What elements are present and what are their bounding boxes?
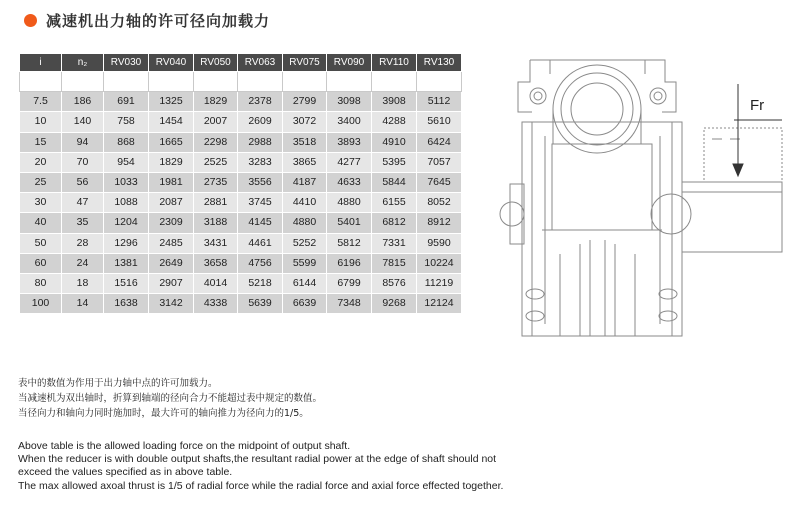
table-cell: 15 xyxy=(20,132,62,152)
note-line: 表中的数值为作用于出力轴中点的许可加载力。 xyxy=(18,378,218,389)
table-row xyxy=(20,273,462,293)
table-cell: 5639 xyxy=(238,294,283,314)
table-cell: 10 xyxy=(20,112,62,132)
table-cell: 4338 xyxy=(194,294,238,314)
table-cell: 12124 xyxy=(417,294,462,314)
col-header: i xyxy=(20,54,62,72)
col-header: RV050 xyxy=(194,54,238,72)
table-row xyxy=(20,172,462,192)
table-cell: 2087 xyxy=(149,193,194,213)
table-cell: 3745 xyxy=(238,193,283,213)
table-row xyxy=(20,112,462,132)
table-cell: 3658 xyxy=(194,253,238,273)
table-cell: 4145 xyxy=(238,213,283,233)
col-header: RV130 xyxy=(417,54,462,72)
table-cell: 3893 xyxy=(327,132,372,152)
table-cell: 50 xyxy=(20,233,62,253)
table-cell: 1204 xyxy=(104,213,149,233)
table-cell: 8912 xyxy=(417,213,462,233)
table-cell: 4756 xyxy=(238,253,283,273)
table-cell: 28 xyxy=(62,233,104,253)
table-cell: 56 xyxy=(62,172,104,192)
table-cell: 1454 xyxy=(149,112,194,132)
table-cell: 2309 xyxy=(149,213,194,233)
col-header: RV090 xyxy=(327,54,372,72)
table-cell: 14 xyxy=(62,294,104,314)
table-cell: 4910 xyxy=(372,132,417,152)
bullet-dot-icon xyxy=(24,14,37,27)
note-line: The max allowed axoal thrust is 1/5 of radial force while the radial force and axial force effected together. xyxy=(18,479,504,492)
table-cell: 7815 xyxy=(372,253,417,273)
table-cell: 18 xyxy=(62,273,104,293)
table-cell: 5812 xyxy=(327,233,372,253)
table-cell: 5599 xyxy=(283,253,327,273)
table-cell: 4880 xyxy=(327,193,372,213)
table-cell: 2881 xyxy=(194,193,238,213)
table-cell: 2485 xyxy=(149,233,194,253)
table-row xyxy=(20,132,462,152)
table-cell: 4187 xyxy=(283,172,327,192)
table-cell: 4880 xyxy=(283,213,327,233)
table-cell: 40 xyxy=(20,213,62,233)
notes-chinese xyxy=(18,376,322,421)
table-cell: 8052 xyxy=(417,193,462,213)
table-cell: 30 xyxy=(20,193,62,213)
table-cell: 6155 xyxy=(372,193,417,213)
table-cell: 4288 xyxy=(372,112,417,132)
table-cell: 2735 xyxy=(194,172,238,192)
table-cell: 7348 xyxy=(327,294,372,314)
note-line: 当径向力和轴向力同时施加时，最大许可的轴向推力为径向力的1/5。 xyxy=(18,408,309,419)
table-cell: 7331 xyxy=(372,233,417,253)
table-cell: 1516 xyxy=(104,273,149,293)
note-line: Above table is the allowed loading force on the midpoint of output shaft. xyxy=(18,440,351,452)
table-cell: 94 xyxy=(62,132,104,152)
table-cell: 24 xyxy=(62,253,104,273)
table-cell: 4277 xyxy=(327,152,372,172)
table-cell: 1665 xyxy=(149,132,194,152)
notes-english xyxy=(18,440,503,493)
table-cell: 7645 xyxy=(417,172,462,192)
table-cell: 2007 xyxy=(194,112,238,132)
table-cell: 2298 xyxy=(194,132,238,152)
table-cell: 8576 xyxy=(372,273,417,293)
table-cell: 3098 xyxy=(327,92,372,112)
table-cell: 3518 xyxy=(283,132,327,152)
table-cell: 35 xyxy=(62,213,104,233)
table-cell: 1981 xyxy=(149,172,194,192)
table-cell: 6799 xyxy=(327,273,372,293)
table-cell: 2649 xyxy=(149,253,194,273)
table-cell: 1033 xyxy=(104,172,149,192)
table-row xyxy=(20,294,462,314)
blank-row xyxy=(20,72,462,92)
table-cell: 4461 xyxy=(238,233,283,253)
table-cell: 5610 xyxy=(417,112,462,132)
table-cell: 2988 xyxy=(238,132,283,152)
table-cell: 60 xyxy=(20,253,62,273)
table-cell: 5252 xyxy=(283,233,327,253)
table-cell: 691 xyxy=(104,92,149,112)
table-cell: 2609 xyxy=(238,112,283,132)
table-cell: 100 xyxy=(20,294,62,314)
table-cell: 10224 xyxy=(417,253,462,273)
col-header: RV063 xyxy=(238,54,283,72)
note-line: exceed the values specified as in above table. xyxy=(18,466,233,479)
table-cell: 70 xyxy=(62,152,104,172)
table-cell: 9590 xyxy=(417,233,462,253)
table-cell: 4014 xyxy=(194,273,238,293)
table-cell: 2907 xyxy=(149,273,194,293)
note-line: 当减速机为双出轴时，折算到轴端的径向合力不能超过表中规定的数值。 xyxy=(18,393,323,404)
table-cell: 6144 xyxy=(283,273,327,293)
table-cell: 7057 xyxy=(417,152,462,172)
table-cell: 1638 xyxy=(104,294,149,314)
table-cell: 5395 xyxy=(372,152,417,172)
table-row xyxy=(20,92,462,112)
table-cell: 1829 xyxy=(194,92,238,112)
table-cell: 1296 xyxy=(104,233,149,253)
table-cell: 5844 xyxy=(372,172,417,192)
table-cell: 3865 xyxy=(283,152,327,172)
table-cell: 6424 xyxy=(417,132,462,152)
table-cell: 3142 xyxy=(149,294,194,314)
section-title: 减速机出力轴的许可径向加载力 xyxy=(46,11,271,30)
table-cell: 1829 xyxy=(149,152,194,172)
table-cell: 868 xyxy=(104,132,149,152)
table-row xyxy=(20,152,462,172)
table-cell: 5218 xyxy=(238,273,283,293)
table-row xyxy=(20,193,462,213)
table-cell: 1325 xyxy=(149,92,194,112)
reducer-drawing xyxy=(490,44,790,344)
table-cell: 7.5 xyxy=(20,92,62,112)
note-line: When the reducer is with double output shafts,the resultant radial power at the edge of shaft should not xyxy=(18,453,497,466)
table-cell: 1088 xyxy=(104,193,149,213)
table-cell: 3283 xyxy=(238,152,283,172)
col-header: RV040 xyxy=(149,54,194,72)
table-cell: 186 xyxy=(62,92,104,112)
table-cell: 4410 xyxy=(283,193,327,213)
table-row xyxy=(20,213,462,233)
table-cell: 2799 xyxy=(283,92,327,112)
table-cell: 11219 xyxy=(417,273,462,293)
table-cell: 5112 xyxy=(417,92,462,112)
table-cell: 758 xyxy=(104,112,149,132)
table-cell: 6812 xyxy=(372,213,417,233)
table-cell: 2378 xyxy=(238,92,283,112)
table-cell: 3188 xyxy=(194,213,238,233)
table-cell: 80 xyxy=(20,273,62,293)
table-cell: 3556 xyxy=(238,172,283,192)
table-cell: 25 xyxy=(20,172,62,192)
table-cell: 1381 xyxy=(104,253,149,273)
force-label: Fr xyxy=(750,97,765,114)
table-cell: 9268 xyxy=(372,294,417,314)
table-cell: 3908 xyxy=(372,92,417,112)
col-header: RV110 xyxy=(372,54,417,72)
table-cell: 4633 xyxy=(327,172,372,192)
col-header: RV075 xyxy=(283,54,327,72)
table-row xyxy=(20,253,462,273)
load-table xyxy=(19,53,462,314)
table-row xyxy=(20,233,462,253)
table-cell: 3072 xyxy=(283,112,327,132)
table-cell: 6196 xyxy=(327,253,372,273)
col-header: RV030 xyxy=(104,54,149,72)
col-header: n₂ xyxy=(62,54,104,72)
table-cell: 3400 xyxy=(327,112,372,132)
table-cell: 954 xyxy=(104,152,149,172)
table-cell: 2525 xyxy=(194,152,238,172)
table-cell: 6639 xyxy=(283,294,327,314)
table-header-row xyxy=(20,54,462,72)
table-cell: 5401 xyxy=(327,213,372,233)
section-header xyxy=(24,8,270,32)
table-cell: 47 xyxy=(62,193,104,213)
table-cell: 140 xyxy=(62,112,104,132)
table-cell: 20 xyxy=(20,152,62,172)
table-cell: 3431 xyxy=(194,233,238,253)
